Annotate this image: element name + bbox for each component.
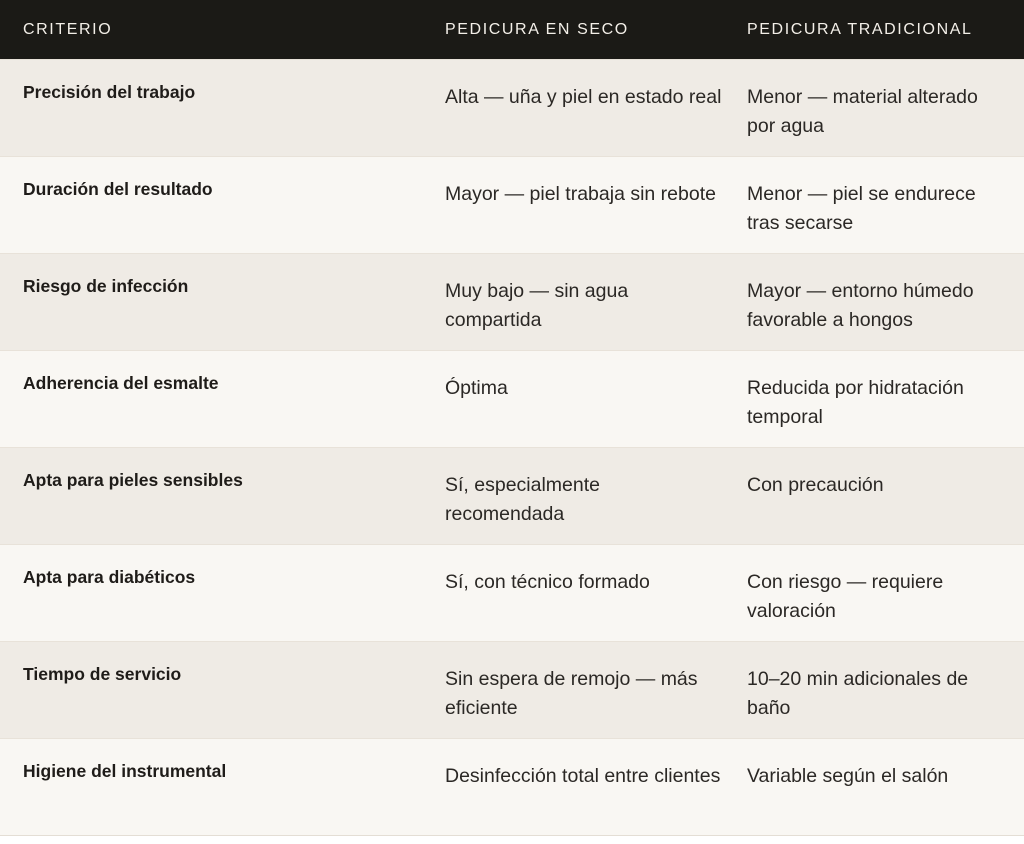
row-dry-value: Alta — uña y piel en estado real [445,86,722,108]
table-row [0,253,1024,350]
table-row [0,350,1024,447]
table-header [0,0,1024,59]
table-row [0,641,1024,738]
row-dry-value: Sin espera de remojo — más eficiente [445,668,698,719]
table-row [0,544,1024,641]
row-traditional-value: Menor — piel se endurece tras secarse [747,183,976,234]
row-traditional-value: 10–20 min adicionales de baño [747,668,969,719]
header-pedicura-tradicional: PEDICURA TRADICIONAL [747,20,973,38]
table-row [0,156,1024,253]
header-criterio: CRITERIO [23,20,113,38]
row-traditional-value: Mayor — entorno húmedo favorable a hongos [747,280,974,331]
row-criterion: Adherencia del esmalte [23,373,219,393]
row-traditional-value: Variable según el salón [747,765,949,787]
row-dry-value: Sí, especialmente recomendada [445,474,601,525]
header-pedicura-en-seco: PEDICURA EN SECO [445,20,629,38]
table-row [0,59,1024,156]
row-traditional-value: Con riesgo — requiere valoración [747,571,944,622]
row-traditional-value: Reducida por hidratación temporal [747,377,964,428]
row-traditional-value: Con precaución [747,474,884,496]
table-row [0,447,1024,544]
row-traditional-value: Menor — material alterado por agua [747,86,978,137]
row-criterion: Precisión del trabajo [23,82,196,102]
row-criterion: Apta para pieles sensibles [23,470,243,490]
table-row [0,738,1024,835]
row-criterion: Higiene del instrumental [23,761,227,781]
row-criterion: Apta para diabéticos [23,567,196,587]
row-dry-value: Desinfección total entre clientes [445,765,721,787]
row-criterion: Riesgo de infección [23,276,189,296]
row-criterion: Duración del resultado [23,179,213,199]
row-dry-value: Sí, con técnico formado [445,571,650,593]
row-dry-value: Muy bajo — sin agua compartida [445,280,629,331]
row-dry-value: Óptima [445,377,508,399]
row-dry-value: Mayor — piel trabaja sin rebote [445,183,716,205]
row-criterion: Tiempo de servicio [23,664,182,684]
